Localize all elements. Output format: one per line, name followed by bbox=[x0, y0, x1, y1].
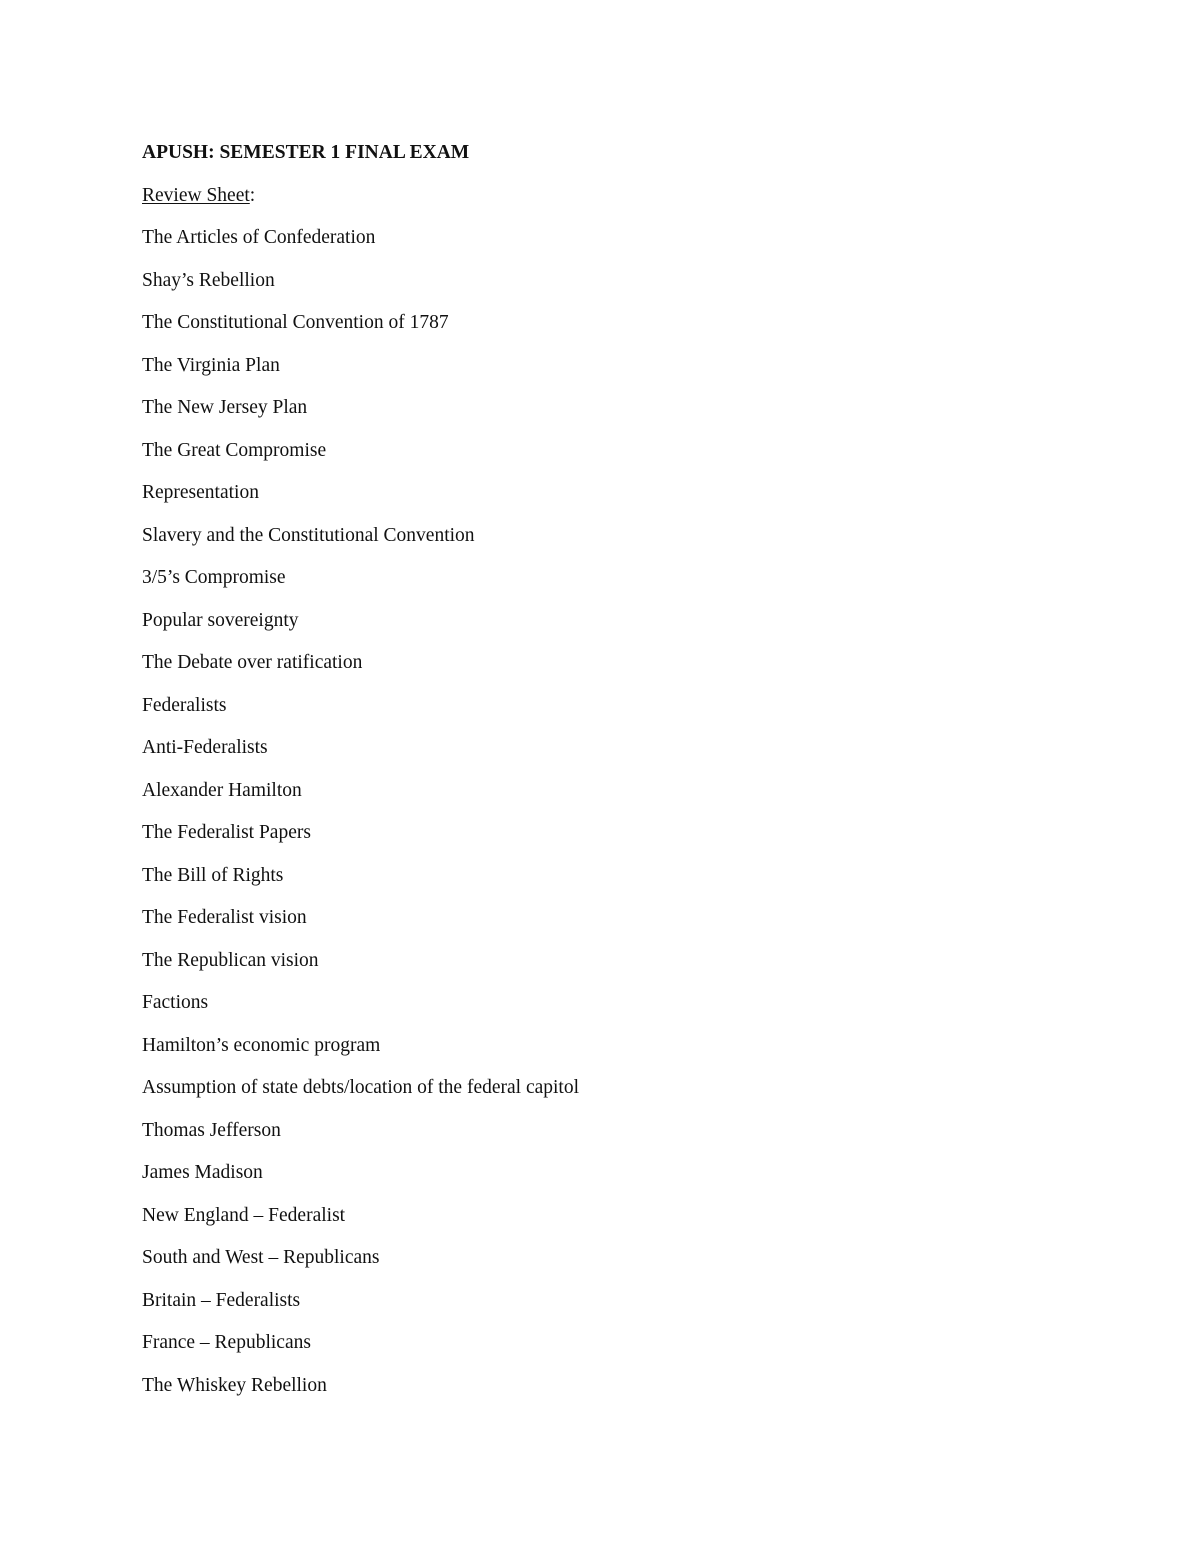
list-item: The Articles of Confederation bbox=[142, 227, 376, 248]
list-item: Federalists bbox=[142, 694, 227, 716]
review-topic-list bbox=[142, 226, 1122, 1398]
list-item: The Bill of Rights bbox=[142, 864, 284, 886]
list-item: Popular sovereignty bbox=[142, 609, 299, 631]
list-item: 3/5’s Compromise bbox=[142, 567, 286, 588]
document-title: APUSH: SEMESTER 1 FINAL EXAM bbox=[142, 142, 470, 163]
list-item: James Madison bbox=[142, 1162, 263, 1183]
list-item: Shay’s Rebellion bbox=[142, 269, 275, 291]
list-item: Hamilton’s economic program bbox=[142, 1034, 381, 1056]
list-item: The Great Compromise bbox=[142, 439, 327, 461]
list-item: Alexander Hamilton bbox=[142, 779, 302, 801]
list-item: Representation bbox=[142, 482, 259, 503]
review-sheet-colon: : bbox=[249, 184, 256, 206]
list-item: The Federalist Papers bbox=[142, 822, 311, 843]
document-content bbox=[142, 141, 1122, 1398]
list-item: The Constitutional Convention of 1787 bbox=[142, 312, 449, 333]
review-sheet-label: Review Sheet bbox=[142, 184, 250, 206]
list-item: South and West – Republicans bbox=[142, 1247, 380, 1268]
list-item: New England – Federalist bbox=[142, 1204, 346, 1226]
list-item: The Virginia Plan bbox=[142, 354, 280, 376]
list-item: The Federalist vision bbox=[142, 907, 307, 928]
list-item: France – Republicans bbox=[142, 1332, 311, 1353]
list-item: The Republican vision bbox=[142, 949, 319, 971]
list-item: The Debate over ratification bbox=[142, 652, 363, 673]
list-item: Britain – Federalists bbox=[142, 1289, 301, 1311]
list-item: Slavery and the Constitutional Convention bbox=[142, 524, 475, 546]
list-item: The New Jersey Plan bbox=[142, 397, 308, 418]
list-item: The Whiskey Rebellion bbox=[142, 1374, 327, 1396]
list-item: Anti-Federalists bbox=[142, 737, 268, 758]
review-sheet-heading bbox=[142, 184, 1122, 208]
list-item: Assumption of state debts/location of the federal capitol bbox=[142, 1077, 580, 1098]
list-item: Thomas Jefferson bbox=[142, 1119, 281, 1141]
list-item: Factions bbox=[142, 992, 209, 1013]
